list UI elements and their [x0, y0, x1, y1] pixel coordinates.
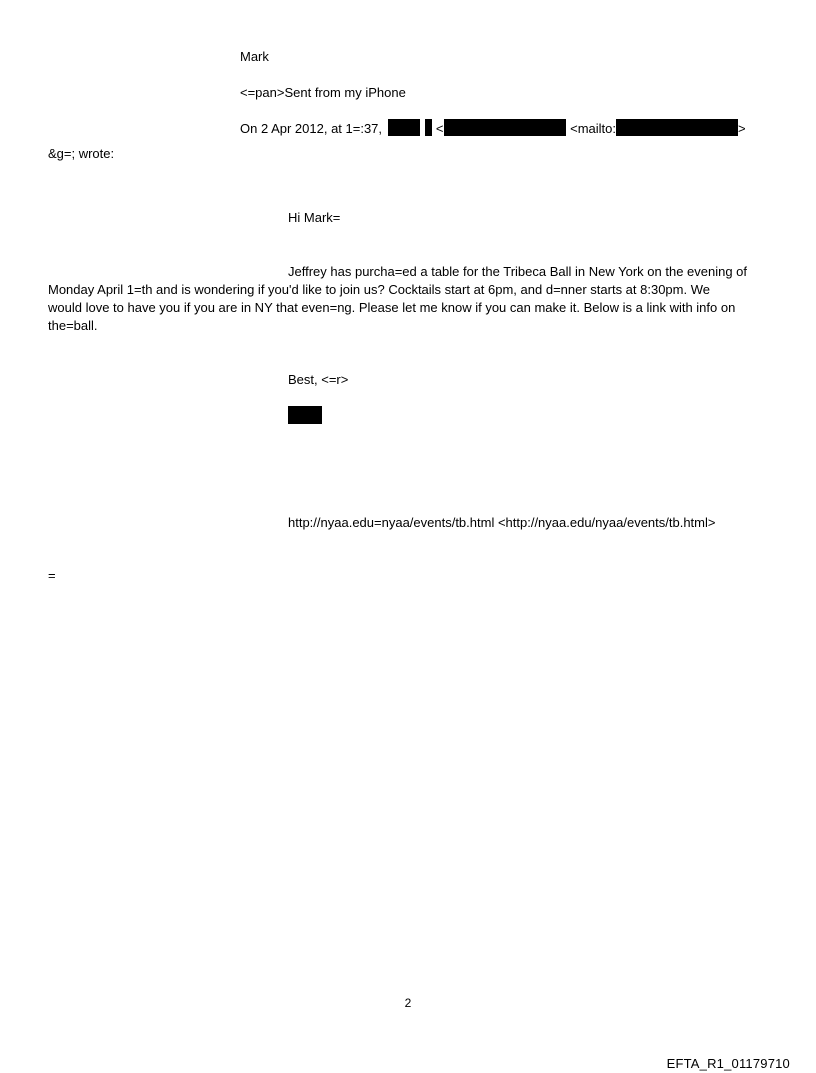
body-line-3: would love to have you if you are in NY that even=ng. Please let me know if you can make it. Below is a link with info on: [48, 300, 736, 315]
greeting: Hi Mark=: [288, 210, 341, 225]
redaction-block: [616, 119, 738, 136]
quote-header-gt: >: [738, 121, 746, 136]
quote-header-lt: <: [435, 121, 444, 136]
body-line-4: the=ball.: [48, 318, 98, 333]
redaction-block: [288, 406, 322, 424]
trailing-equals: =: [48, 568, 56, 583]
quote-header-mailto: <mailto:: [570, 121, 617, 136]
event-link: http://nyaa.edu=nyaa/events/tb.html <http://nyaa.edu/nyaa/events/tb.html>: [288, 515, 716, 530]
quote-header-prefix: On 2 Apr 2012, at 1=:37,: [240, 121, 383, 136]
quote-header-tail: &g=; wrote:: [48, 146, 115, 161]
redaction-block: [444, 119, 566, 136]
body-line-2: Monday April 1=th and is wondering if you'd like to join us? Cocktails start at 6pm, and d=nner starts at 8:30pm. We: [48, 282, 710, 297]
redaction-block: [425, 119, 432, 136]
sent-from-line: <=pan>Sent from my iPhone: [240, 85, 406, 100]
page-number: 2: [404, 996, 412, 1010]
signature-name: Mark: [240, 49, 269, 64]
document-id: EFTA_R1_01179710: [666, 1056, 790, 1071]
redaction-block: [388, 119, 420, 136]
closing: Best, <=r>: [288, 372, 349, 387]
quote-header: [240, 119, 746, 138]
body-first-line: Jeffrey has purcha=ed a table for the Tribeca Ball in New York on the evening of: [288, 264, 748, 279]
